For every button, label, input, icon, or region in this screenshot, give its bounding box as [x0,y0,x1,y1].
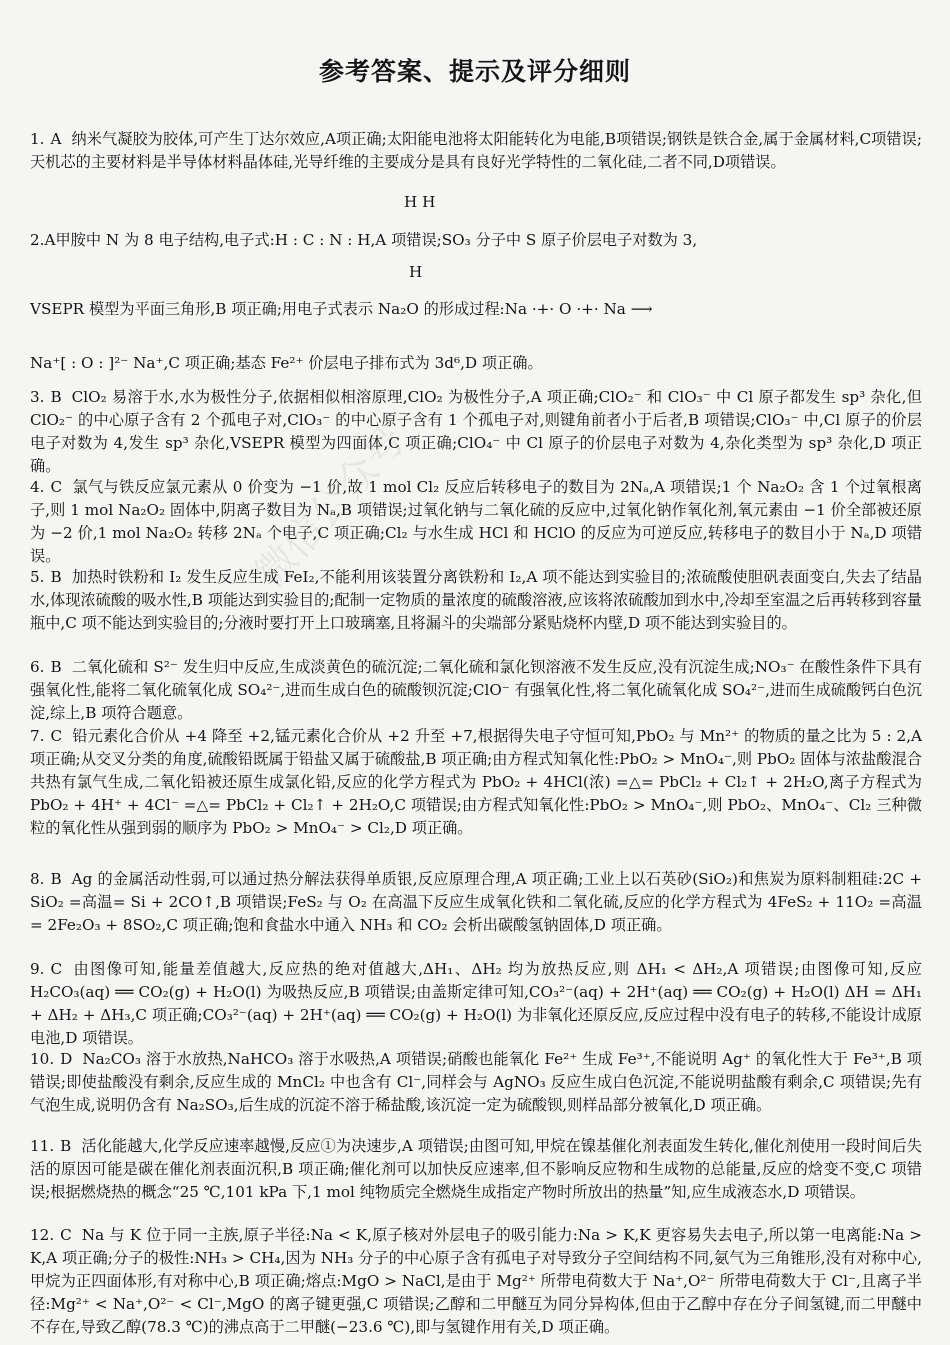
watermark: 微信公众号 [246,417,415,597]
answer-item-9: 9. C 由图像可知,能量差值越大,反应热的绝对值越大,ΔH₁、ΔH₂ 均为放热反应,则 ΔH₁ < ΔH₂,A 项错误;由图像可知,反应 H₂CO₃(aq) ══ CO₂(g) + H₂O(l) 为吸热反应,B 项错误;由盖斯定律可知,CO₃²⁻(aq) + 2H⁺(aq) ══ CO₂(g) + H₂O(l) ΔH = ΔH₁ + ΔH₂ + ΔH₃,C 项正确;CO₃²⁻(aq) + 2H⁺(aq) ══ CO₂(g) + H₂O(l) 为非氧化还原反应,反应过程中没有电子的转移,不能设计成原电池,D 项错误。 [30,960,922,1047]
answer-item-1: 1. A 纳米气凝胶为胶体,可产生丁达尔效应,A项正确;太阳能电池将太阳能转化为电能,B项错误;钢铁是铁合金,属于金属材料,C项错误;天机芯的主要材料是半导体材料晶体硅,光导纤维的主要成分是具有良好光学特性的二氧化硅,二者不同,D项错误。 [30,130,922,171]
answer-item-2-line3: Na⁺[ : O : ]²⁻ Na⁺,C 项正确;基态 Fe²⁺ 价层电子排布式为 3d⁶,D 项正确。 [30,354,543,372]
answer-item-2: 2.A甲胺中 N 为 8 电子结构,电子式:H : C : N : H,A 项错误;SO₃ 分子中 S 原子价层电子对数为 3, [30,231,698,249]
answer-item-7: 7. C 铅元素化合价从 +4 降至 +2,锰元素化合价从 +2 升至 +7,根据得失电子守恒可知,PbO₂ 与 Mn²⁺ 的物质的量之比为 5 : 2,A 项正确;从交叉分类的角度,硫酸铅既属于铅盐又属于硫酸盐,B 项正确;由方程式知氧化性:PbO₂ > MnO₄⁻,则 PbO₂ 固体与浓盐酸混合共热有氯气生成,二氧化铅被还原生成氯化铅,反应的化学方程式为 PbO₂ + 4HCl(浓) =△= PbCl₂ + Cl₂↑ + 2H₂O,离子方程式为 PbO₂ + 4H⁺ + 4Cl⁻ =△= PbCl₂ + Cl₂↑ + 2H₂O,C 项错误;由方程式知氧化性:PbO₂ > MnO₄⁻,则 PbO₂、MnO₄⁻、Cl₂ 三种微粒的氧化性从强到弱的顺序为 PbO₂ > MnO₄⁻ > Cl₂,D 项正确。 [30,727,922,837]
answer-item-4: 4. C 氯气与铁反应氯元素从 0 价变为 −1 价,故 1 mol Cl₂ 反应后转移电子的数目为 2Nₐ,A 项错误;1 个 Na₂O₂ 含 1 个过氧根离子,则 1 mol Na₂O₂ 固体中,阴离子数目为 Nₐ,B 项错误;过氧化钠与二氧化硫的反应中,过氧化钠作氧化剂,氧元素由 −1 价全部被还原为 −2 价,1 mol Na₂O₂ 转移 2Nₐ 个电子,C 项正确;Cl₂ 与水生成 HCl 和 HClO 的反应为可逆反应,转移电子的数目小于 Nₐ,D 项错误。 [30,478,922,565]
answer-item-11: 11. B 活化能越大,化学反应速率越慢,反应①为决速步,A 项错误;由图可知,甲烷在镍基催化剂表面发生转化,催化剂使用一段时间后失活的原因可能是碳在催化剂表面沉积,B 项正确;催化剂可以加快反应速率,但不影响反应物和生成物的总能量,反应的焓变不变,C 项错误;根据燃烧热的概念“25 ℃,101 kPa 下,1 mol 纯物质完全燃烧生成指定产物时所放出的热量”知,应生成液态水,D 项错误。 [30,1137,922,1201]
methylamine-h-top: H H [404,193,436,211]
answer-item-3: 3. B ClO₂ 易溶于水,水为极性分子,依据相似相溶原理,ClO₂ 为极性分子,A 项正确;ClO₂⁻ 和 ClO₃⁻ 中 Cl 原子都发生 sp³ 杂化,但 ClO₂⁻ 的中心原子含有 2 个孤电子对,ClO₃⁻ 的中心原子含有 1 个孤电子对,则键角前者小于后者,B 项错误;ClO₃⁻ 中,Cl 原子的价层电子对数为 4,发生 sp³ 杂化,VSEPR 模型为四面体,C 项正确;ClO₄⁻ 中 Cl 原子的价层电子对数为 4,杂化类型为 sp³ 杂化,D 项正确。 [30,388,922,475]
methylamine-h-bottom: H [409,263,423,281]
answer-item-2-line2: VSEPR 模型为平面三角形,B 项正确;用电子式表示 Na₂O 的形成过程:Na ·+· O ·+· Na ⟶ [30,300,653,318]
answer-item-10: 10. D Na₂CO₃ 溶于水放热,NaHCO₃ 溶于水吸热,A 项错误;硝酸也能氧化 Fe²⁺ 生成 Fe³⁺,不能说明 Ag⁺ 的氧化性大于 Fe³⁺,B 项错误;即使盐酸没有剩余,反应生成的 MnCl₂ 中也含有 Cl⁻,同样会与 AgNO₃ 反应生成白色沉淀,不能说明盐酸有剩余,C 项错误;先有气泡生成,说明仍含有 Na₂SO₃,后生成的沉淀不溶于稀盐酸,该沉淀一定为硫酸钡,则样品部分被氧化,D 项正确。 [30,1050,922,1114]
answer-item-6: 6. B 二氧化硫和 S²⁻ 发生归中反应,生成淡黄色的硫沉淀;二氧化硫和氯化钡溶液不发生反应,没有沉淀生成;NO₃⁻ 在酸性条件下具有强氧化性,能将二氧化硫氧化成 SO₄²⁻,进而生成白色的硫酸钡沉淀;ClO⁻ 有强氧化性,将二氧化硫氧化成 SO₄²⁻,进而生成硫酸钙白色沉淀,综上,B 项符合题意。 [30,658,922,722]
answer-item-12: 12. C Na 与 K 位于同一主族,原子半径:Na < K,原子核对外层电子的吸引能力:Na > K,K 更容易失去电子,所以第一电离能:Na > K,A 项正确;分子的极性:NH₃ > CH₄,因为 NH₃ 分子的中心原子含有孤电子对导致分子空间结构不同,氨气为三角锥形,没有对称中心,甲烷为正四面体形,有对称中心,B 项正确;熔点:MgO > NaCl,是由于 Mg²⁺ 所带电荷数大于 Na⁺,O²⁻ 所带电荷数大于 Cl⁻,且离子半径:Mg²⁺ < Na⁺,O²⁻ < Cl⁻,MgO 的离子键更强,C 项错误;乙醇和二甲醚互为同分异构体,但由于乙醇中存在分子间氢键,而二甲醚中不存在,导致乙醇(78.3 ℃)的沸点高于二甲醚(−23.6 ℃),即与氢键作用有关,D 项正确。 [30,1226,922,1336]
answer-item-8: 8. B Ag 的金属活动性弱,可以通过热分解法获得单质银,反应原理合理,A 项正确;工业上以石英砂(SiO₂)和焦炭为原料制粗硅:2C + SiO₂ =高温= Si + 2CO↑,B 项错误;FeS₂ 与 O₂ 在高温下反应生成氧化铁和二氧化硫,反应的化学方程式为 4FeS₂ + 11O₂ =高温= 2Fe₂O₃ + 8SO₂,C 项正确;饱和食盐水中通入 NH₃ 和 CO₂ 会析出碳酸氢钠固体,D 项正确。 [30,870,922,934]
answer-item-5: 5. B 加热时铁粉和 I₂ 发生反应生成 FeI₂,不能利用该装置分离铁粉和 I₂,A 项不能达到实验目的;浓硫酸使胆矾表面变白,失去了结晶水,体现浓硫酸的吸水性,B 项能达到实验目的;配制一定物质的量浓度的硫酸溶液,应该将浓硫酸加到水中,冷却至室温之后再转移到容量瓶中,C 项不能达到实验目的;分液时要打开上口玻璃塞,且将漏斗的尖端部分紧贴烧杯内壁,D 项不能达到实验目的。 [30,568,922,632]
methylamine-formula: H : C : N : H [274,231,371,249]
page-title: 参考答案、提示及评分细则 [318,57,631,86]
